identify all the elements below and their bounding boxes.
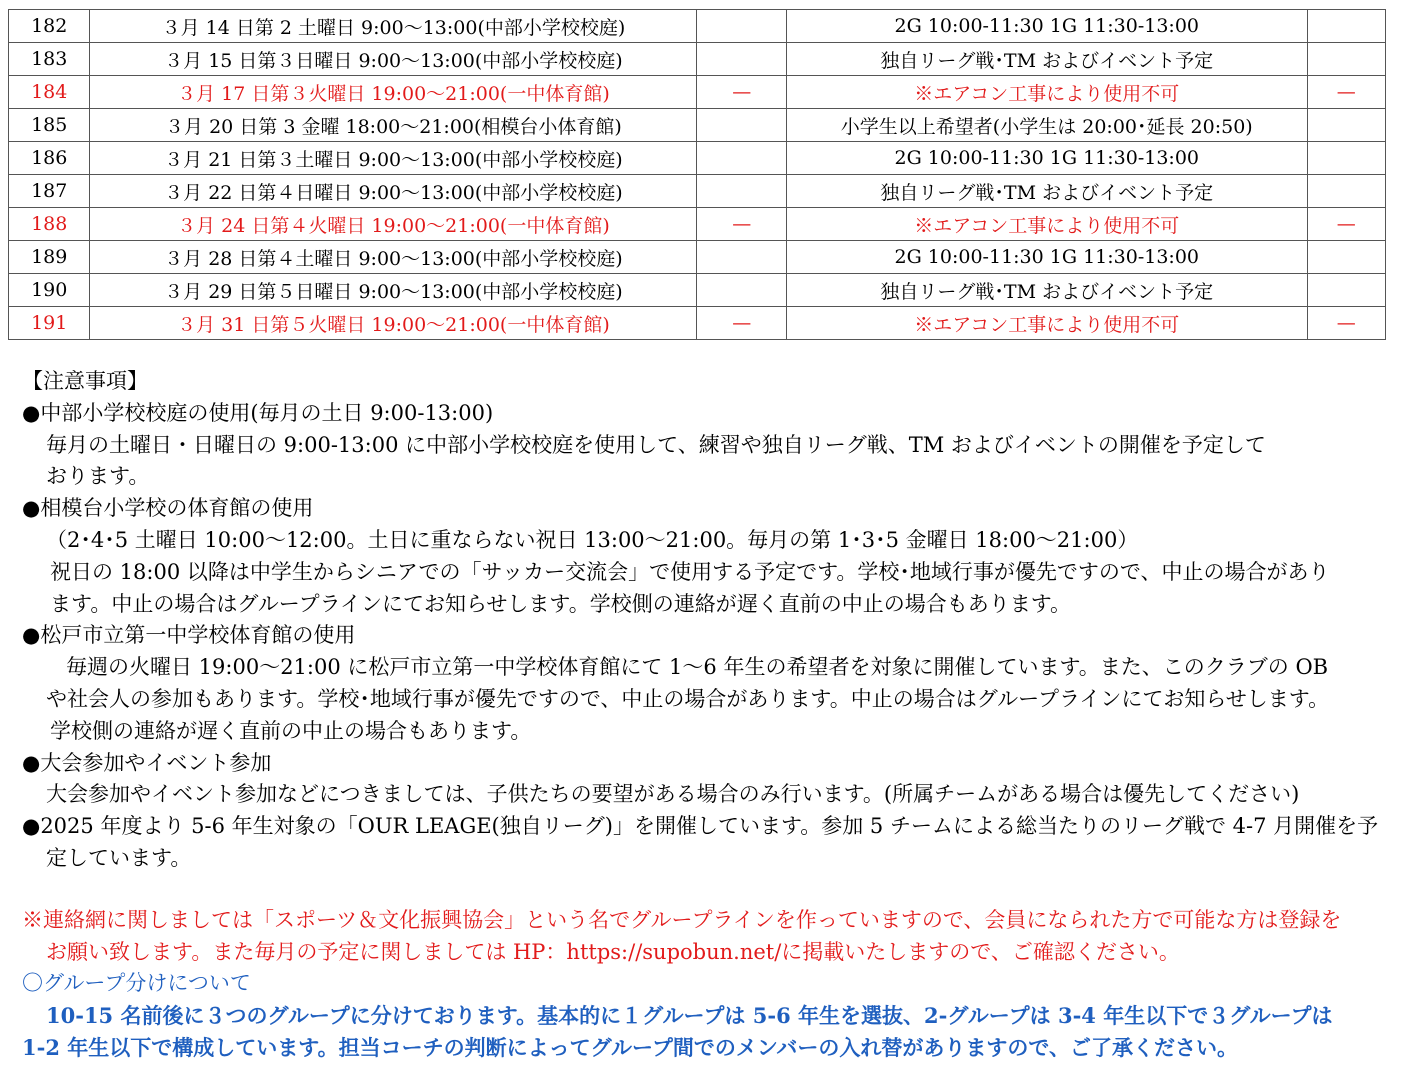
section-ichichu-title: ●松戸市立第一中学校体育館の使用 bbox=[22, 623, 356, 648]
row-date: ３月 17 日第３火曜日 19:00～21:00(一中体育館) bbox=[90, 76, 697, 109]
row-note: 独自リーグ戦･TM およびイベント予定 bbox=[786, 175, 1307, 208]
table-row bbox=[9, 10, 1386, 43]
row-mark-a bbox=[697, 274, 786, 307]
groups-line-2: 1-2 年生以下で構成しています。担当コーチの判断によってグループ間でのメンバーの入れ替がありますので、ご了承ください。 bbox=[22, 1034, 1238, 1060]
row-note: 2G 10:00-11:30 1G 11:30-13:00 bbox=[786, 241, 1307, 274]
row-number: 184 bbox=[9, 76, 90, 109]
schedule-body bbox=[9, 10, 1386, 340]
row-mark-a bbox=[697, 109, 786, 142]
row-mark-a: — bbox=[697, 208, 786, 241]
schedule-table bbox=[8, 9, 1386, 340]
groups-title: 〇グループ分けについて bbox=[22, 971, 251, 996]
row-mark-a: — bbox=[697, 307, 786, 340]
table-row bbox=[9, 274, 1386, 307]
section-sagamidai-line-1: （2･4･5 土曜日 10:00～12:00。土日に重ならない祝日 13:00～21:00。毎月の第 1･3･5 金曜日 18:00～21:00） bbox=[46, 527, 1139, 552]
row-note: 2G 10:00-11:30 1G 11:30-13:00 bbox=[786, 142, 1307, 175]
row-note: 独自リーグ戦･TM およびイベント予定 bbox=[786, 274, 1307, 307]
section-tournament-line-1: 大会参加やイベント参加などにつきましては、子供たちの要望がある場合のみ行います。(所属チームがある場合は優先してください) bbox=[46, 782, 1300, 807]
row-mark-b bbox=[1307, 142, 1385, 175]
table-row bbox=[9, 43, 1386, 76]
row-date: ３月 31 日第５火曜日 19:00～21:00(一中体育館) bbox=[90, 307, 697, 340]
row-mark-a bbox=[697, 43, 786, 76]
row-mark-b bbox=[1307, 109, 1385, 142]
row-number: 190 bbox=[9, 274, 90, 307]
row-number: 186 bbox=[9, 142, 90, 175]
section-our-league-text: ●2025 年度より 5-6 年生対象の「OUR LEAGE(独自リーグ)」を開催しています。参加 5 チームによる総当たりのリーグ戦で 4-7 月開催を予定しています。 bbox=[22, 814, 1379, 870]
row-date: ３月 22 日第４日曜日 9:00～13:00(中部小学校校庭) bbox=[90, 175, 697, 208]
table-row bbox=[9, 208, 1386, 241]
row-number: 183 bbox=[9, 43, 90, 76]
row-date: ３月 24 日第４火曜日 19:00～21:00(一中体育館) bbox=[90, 208, 697, 241]
row-date: ３月 28 日第４土曜日 9:00～13:00(中部小学校校庭) bbox=[90, 241, 697, 274]
section-sagamidai-title: ●相模台小学校の体育館の使用 bbox=[22, 496, 314, 521]
spacer bbox=[22, 875, 1398, 905]
row-mark-a: — bbox=[697, 76, 786, 109]
row-mark-b bbox=[1307, 10, 1385, 43]
row-mark-a bbox=[697, 10, 786, 43]
row-date: ３月 21 日第３土曜日 9:00～13:00(中部小学校校庭) bbox=[90, 142, 697, 175]
row-mark-b bbox=[1307, 241, 1385, 274]
row-number: 187 bbox=[9, 175, 90, 208]
row-mark-a bbox=[697, 241, 786, 274]
row-date: ３月 15 日第３日曜日 9:00～13:00(中部小学校校庭) bbox=[90, 43, 697, 76]
row-date: ３月 14 日第 2 土曜日 9:00～13:00(中部小学校校庭) bbox=[90, 10, 697, 43]
table-row bbox=[9, 109, 1386, 142]
row-note: ※エアコン工事により使用不可 bbox=[786, 307, 1307, 340]
row-note: 独自リーグ戦･TM およびイベント予定 bbox=[786, 43, 1307, 76]
groups-line-1: 10-15 名前後に３つのグループに分けております。基本的に１グループは 5-6 年生を選抜、2-グループは 3-4 年生以下で３グループは bbox=[46, 1003, 1333, 1029]
table-row bbox=[9, 142, 1386, 175]
section-school-yard-line-1: 毎月の土曜日・日曜日の 9:00-13:00 に中部小学校校庭を使用して、練習や独自リーグ戦、TM およびイベントの開催を予定して bbox=[46, 432, 1266, 457]
row-note: ※エアコン工事により使用不可 bbox=[786, 76, 1307, 109]
row-mark-b bbox=[1307, 175, 1385, 208]
row-mark-b bbox=[1307, 274, 1385, 307]
row-note: 小学生以上希望者(小学生は 20:00･延長 20:50) bbox=[786, 109, 1307, 142]
table-row bbox=[9, 307, 1386, 340]
contact-line-1: ※連絡網に関しましては「スポーツ＆文化振興協会」という名でグループラインを作っていますので、会員になられた方で可能な方は登録を bbox=[22, 907, 1342, 932]
row-number: 185 bbox=[9, 109, 90, 142]
row-number: 191 bbox=[9, 307, 90, 340]
contact-line-2: お願い致します。また毎月の予定に関しましては HP：https://supobun.net/に掲載いたしますので、ご確認ください。 bbox=[46, 939, 1180, 964]
section-sagamidai-line-2: 祝日の 18:00 以降は中学生からシニアでの「サッカー交流会」で使用する予定です。学校･地域行事が優先ですので、中止の場合があり bbox=[50, 559, 1330, 584]
row-mark-b: — bbox=[1307, 307, 1385, 340]
notes-heading: 【注意事項】 bbox=[22, 369, 148, 393]
table-row bbox=[9, 76, 1386, 109]
row-note: ※エアコン工事により使用不可 bbox=[786, 208, 1307, 241]
row-date: ３月 29 日第５日曜日 9:00～13:00(中部小学校校庭) bbox=[90, 274, 697, 307]
row-number: 189 bbox=[9, 241, 90, 274]
section-sagamidai-line-3: ます。中止の場合はグループラインにてお知らせします。学校側の連絡が遅く直前の中止の場合もあります。 bbox=[50, 591, 1072, 616]
section-school-yard-line-2: おります。 bbox=[46, 464, 150, 489]
row-mark-a bbox=[697, 175, 786, 208]
section-ichichu-line-1: 毎週の火曜日 19:00～21:00 に松戸市立第一中学校体育館にて 1～6 年生の希望者を対象に開催しています。また、このクラブの OB bbox=[66, 655, 1329, 680]
section-ichichu-line-2: や社会人の参加もあります。学校･地域行事が優先ですので、中止の場合があります。中止の場合はグループラインにてお知らせします。 bbox=[46, 686, 1330, 711]
row-number: 188 bbox=[9, 208, 90, 241]
section-school-yard-title: ●中部小学校校庭の使用(毎月の土日 9:00-13:00) bbox=[22, 400, 494, 425]
row-number: 182 bbox=[9, 10, 90, 43]
table-row bbox=[9, 175, 1386, 208]
notes-section bbox=[22, 366, 1398, 1064]
row-note: 2G 10:00-11:30 1G 11:30-13:00 bbox=[786, 10, 1307, 43]
table-row bbox=[9, 241, 1386, 274]
row-mark-b bbox=[1307, 43, 1385, 76]
row-mark-a bbox=[697, 142, 786, 175]
section-ichichu-line-3: 学校側の連絡が遅く直前の中止の場合もあります。 bbox=[50, 718, 532, 743]
section-tournament-title: ●大会参加やイベント参加 bbox=[22, 750, 272, 775]
row-mark-b: — bbox=[1307, 76, 1385, 109]
row-mark-b: — bbox=[1307, 208, 1385, 241]
row-date: ３月 20 日第 3 金曜 18:00～21:00(相模台小体育館) bbox=[90, 109, 697, 142]
